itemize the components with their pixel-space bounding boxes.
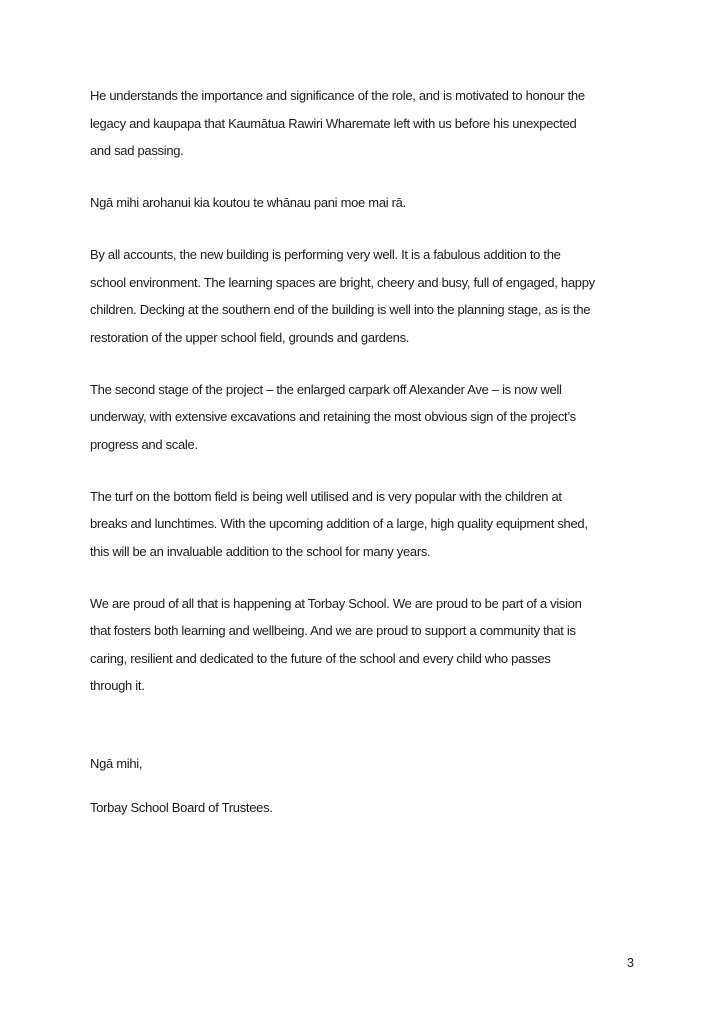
text-line: this will be an invaluable addition to the school for many years. bbox=[90, 543, 431, 559]
paragraph bbox=[90, 189, 638, 217]
text-line: By all accounts, the new building is performing very well. It is a fabulous addition to the bbox=[90, 247, 561, 262]
text-line: legacy and kaupapa that Kaumātua Rawiri Wharemate left with us before his unexpected bbox=[90, 115, 577, 131]
text-line: children. Decking at the southern end of the building is well into the planning stage, as is the bbox=[90, 302, 591, 317]
text-line: and sad passing. bbox=[90, 143, 184, 158]
text-line: that fosters both learning and wellbeing. And we are proud to support a community that is bbox=[90, 623, 576, 638]
text-line: Ngā mihi arohanui kia koutou te whānau pani moe mai rā. bbox=[90, 195, 406, 210]
page-number: 3 bbox=[627, 956, 634, 970]
text-line: caring, resilient and dedicated to the future of the school and every child who passes bbox=[90, 650, 551, 666]
text-line: school environment. The learning spaces are bright, cheery and busy, full of engaged, happy bbox=[90, 274, 595, 290]
text-line: underway, with extensive excavations and retaining the most obvious sign of the project’s bbox=[90, 409, 576, 424]
text-line: restoration of the upper school field, grounds and gardens. bbox=[90, 329, 410, 345]
text-line: Torbay School Board of Trustees. bbox=[90, 800, 273, 815]
paragraph bbox=[90, 750, 638, 778]
text-line: The second stage of the project – the enlarged carpark off Alexander Ave – is now well bbox=[90, 381, 562, 397]
text-line: Ngā mihi, bbox=[90, 756, 143, 771]
text-line: We are proud of all that is happening at Torbay School. We are proud to be part of a vision bbox=[90, 595, 582, 611]
paragraph bbox=[90, 376, 638, 459]
text-line: through it. bbox=[90, 678, 145, 693]
paragraph bbox=[90, 590, 638, 700]
text-line: The turf on the bottom field is being well utilised and is very popular with the children at bbox=[90, 488, 562, 504]
paragraph bbox=[90, 483, 638, 566]
page-body bbox=[90, 82, 638, 846]
text-line: progress and scale. bbox=[90, 436, 198, 452]
text-line: He understands the importance and significance of the role, and is motivated to honour the bbox=[90, 88, 585, 103]
paragraph bbox=[90, 794, 638, 822]
paragraph bbox=[90, 82, 638, 165]
paragraph bbox=[90, 241, 638, 351]
text-line: breaks and lunchtimes. With the upcoming addition of a large, high quality equipment shed, bbox=[90, 516, 588, 531]
